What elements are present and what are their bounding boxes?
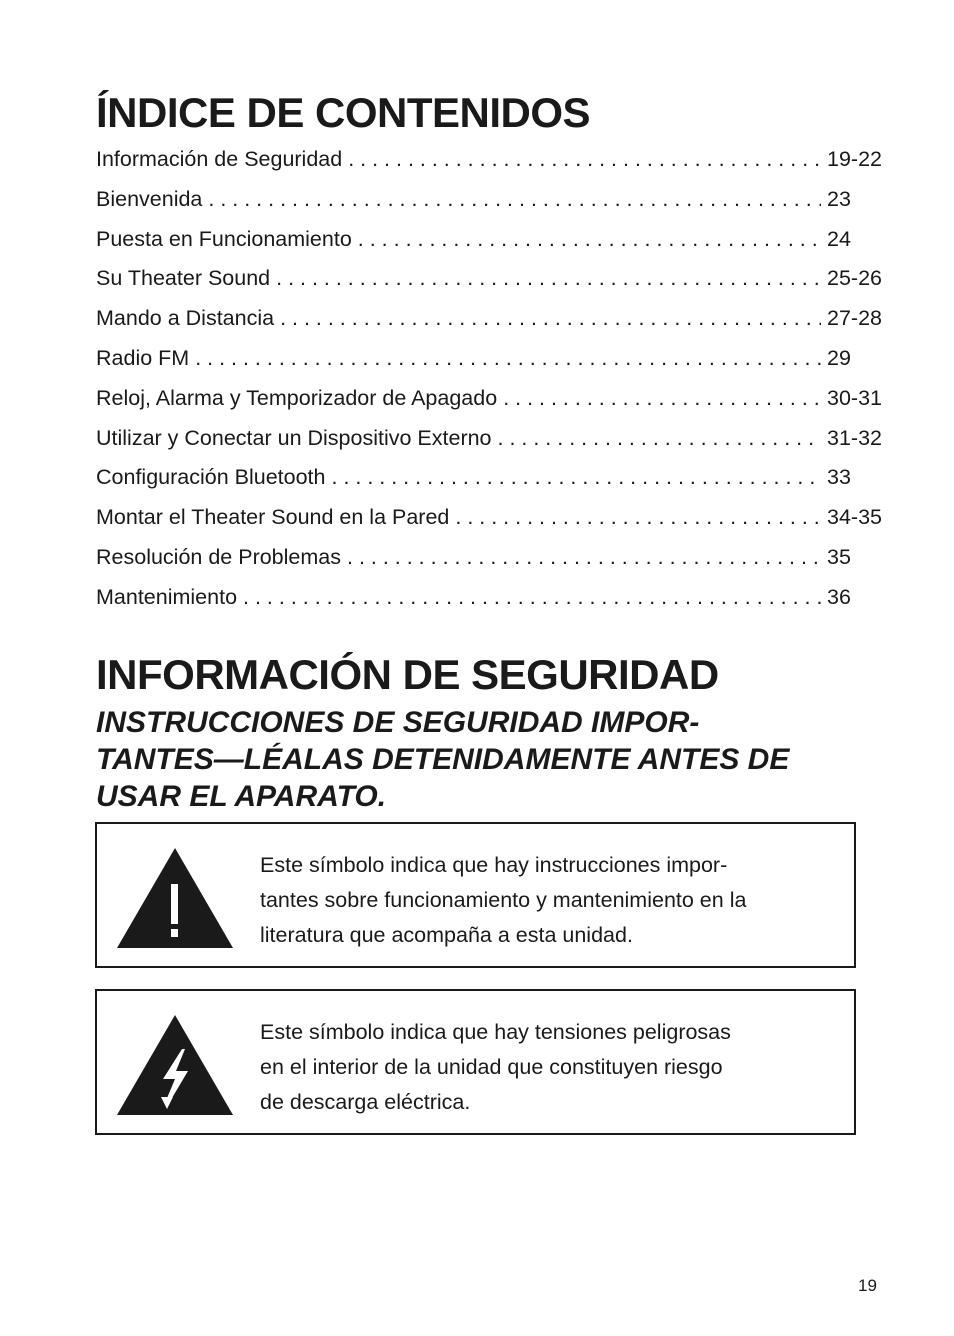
toc-leader-dots	[208, 184, 821, 214]
toc-leader-dots	[347, 542, 821, 572]
lightning-triangle-icon	[115, 1013, 235, 1117]
warning-text	[260, 1015, 830, 1120]
toc-entry[interactable]	[96, 224, 889, 264]
toc-leader-dots	[332, 462, 822, 492]
toc-leader-dots	[455, 502, 821, 532]
safety-subtitle-line: TANTES—LÉALAS DETENIDAMENTE ANTES DE	[96, 742, 790, 776]
toc-leader-dots	[498, 423, 821, 453]
toc-entry-pages: 35	[827, 544, 851, 569]
warning-box-instructions	[95, 822, 856, 968]
toc-leader-dots	[358, 224, 821, 254]
toc-entry-label: Utilizar y Conectar un Dispositivo Externo	[96, 425, 492, 450]
toc-entry[interactable]	[96, 144, 889, 184]
toc-entry-pages: 23	[827, 186, 851, 211]
toc-entry[interactable]	[96, 383, 889, 423]
toc-entry-label: Configuración Bluetooth	[96, 465, 326, 490]
toc-entry-label: Mando a Distancia	[96, 306, 275, 331]
toc-leader-dots	[243, 582, 821, 612]
toc-entry-label: Resolución de Problemas	[96, 544, 341, 569]
warning-text-line: de descarga eléctrica.	[260, 1090, 471, 1114]
toc-entry[interactable]	[96, 303, 889, 343]
toc-entry-label: Radio FM	[96, 345, 190, 370]
warning-text-line: literatura que acompaña a esta unidad.	[260, 923, 633, 947]
safety-subtitle-line: USAR EL APARATO.	[96, 779, 387, 813]
toc-entry[interactable]	[96, 462, 889, 502]
toc-entry[interactable]	[96, 423, 889, 463]
toc-entry[interactable]	[96, 502, 889, 542]
toc-entry-pages: 29	[827, 345, 851, 370]
toc-entry-label: Puesta en Funcionamiento	[96, 226, 352, 251]
toc-entry[interactable]	[96, 263, 889, 303]
toc-leader-dots	[195, 343, 821, 373]
toc-entry-pages: 25-26	[827, 266, 882, 291]
toc-entry-pages: 36	[827, 584, 851, 609]
toc-entry-pages: 24	[827, 226, 851, 251]
warning-text	[260, 848, 830, 953]
toc-entry[interactable]	[96, 184, 889, 224]
warning-text-line: Este símbolo indica que hay tensiones peligrosas	[260, 1020, 731, 1044]
toc-leader-dots	[348, 144, 821, 174]
toc-leader-dots	[503, 383, 821, 413]
toc-entry-label: Reloj, Alarma y Temporizador de Apagado	[96, 385, 498, 410]
toc-entry-pages: 31-32	[827, 425, 882, 450]
warning-text-line: tantes sobre funcionamiento y mantenimiento en la	[260, 888, 747, 912]
toc-title: ÍNDICE DE CONTENIDOS	[96, 89, 591, 136]
toc-entry-pages: 33	[827, 465, 851, 490]
toc-leader-dots	[276, 263, 821, 293]
toc-entry[interactable]	[96, 343, 889, 383]
toc-leader-dots	[280, 303, 821, 333]
warning-box-electric	[95, 989, 856, 1135]
page-number: 19	[858, 1276, 877, 1295]
toc-entry-pages: 34-35	[827, 505, 882, 530]
toc-entry[interactable]	[96, 582, 889, 622]
toc-entry[interactable]	[96, 542, 889, 582]
safety-title: INFORMACIÓN DE SEGURIDAD	[96, 650, 719, 698]
toc-list	[96, 144, 889, 622]
warning-text-line: Este símbolo indica que hay instrucciones impor-	[260, 853, 728, 877]
warning-text-line: en el interior de la unidad que constituyen riesgo	[260, 1055, 723, 1079]
safety-subtitle-line: INSTRUCCIONES DE SEGURIDAD IMPOR-	[96, 705, 700, 739]
toc-entry-label: Mantenimiento	[96, 584, 238, 609]
safety-subtitle	[96, 704, 856, 815]
toc-entry-pages: 30-31	[827, 385, 882, 410]
toc-entry-label: Montar el Theater Sound en la Pared	[96, 505, 450, 530]
page-content	[96, 88, 889, 815]
toc-entry-label: Su Theater Sound	[96, 266, 271, 291]
toc-entry-pages: 19-22	[827, 147, 882, 171]
toc-entry-label: Bienvenida	[96, 186, 203, 211]
toc-entry-label: Información de Seguridad	[96, 147, 343, 171]
exclamation-triangle-icon	[115, 846, 235, 950]
toc-entry-pages: 27-28	[827, 306, 882, 331]
